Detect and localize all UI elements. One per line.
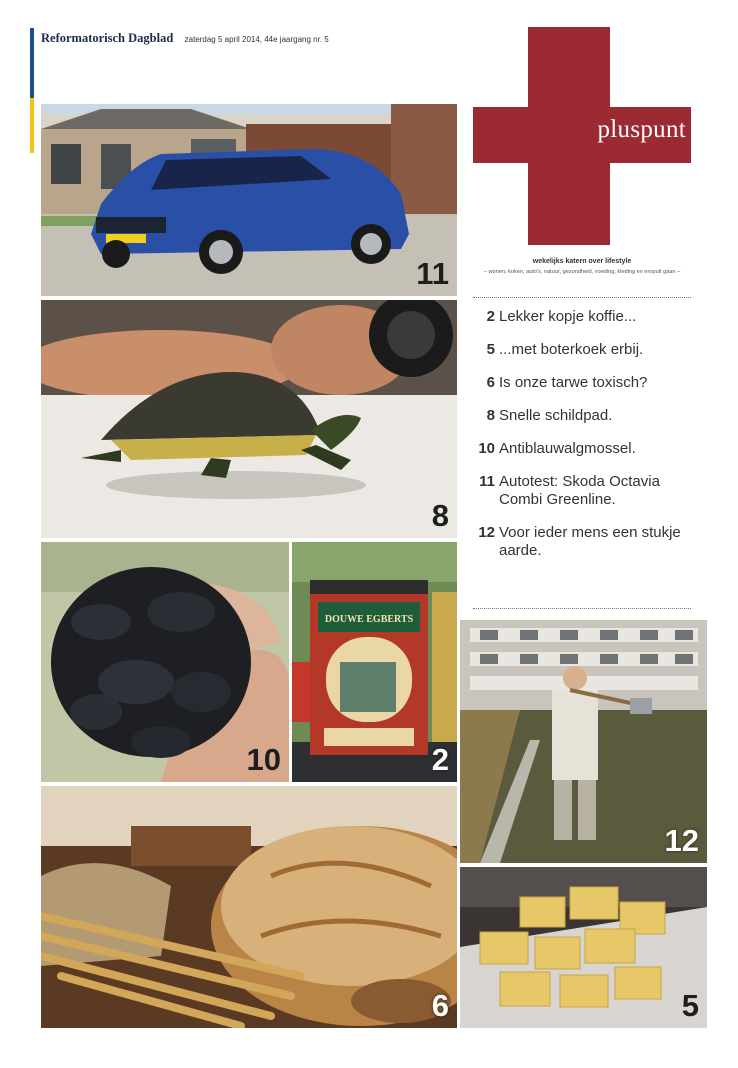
contents-item[interactable] [473, 407, 703, 425]
paper-name: Reformatorisch Dagblad [41, 31, 174, 45]
contents-page: 12 [478, 524, 495, 541]
contents-title: Lekker kopje koffie... [499, 308, 637, 325]
section-tagline: wekelijks katern over lifestyle [532, 258, 632, 265]
photo-page-number: 6 [431, 988, 449, 1023]
contents-page: 8 [486, 407, 495, 424]
contents-item[interactable] [473, 374, 703, 392]
contents-item[interactable] [473, 524, 703, 560]
contents-page: 6 [486, 374, 495, 391]
masthead [41, 31, 329, 46]
contents-page: 2 [486, 308, 495, 325]
photo-bread[interactable] [41, 786, 457, 1028]
contents-item[interactable] [473, 341, 703, 359]
contents-list [473, 308, 703, 575]
photo-coffee-tin[interactable] [292, 542, 457, 782]
contents-title: Snelle schildpad. [499, 407, 613, 424]
divider-bottom [473, 608, 691, 609]
edge-color-bar-yellow [30, 98, 34, 153]
contents-title: Is onze tarwe toxisch? [499, 374, 648, 391]
contents-item[interactable] [473, 473, 703, 509]
contents-item[interactable] [473, 440, 703, 458]
photo-page-number: 5 [681, 988, 699, 1023]
contents-title: ...met boterkoek erbij. [499, 341, 644, 358]
photo-gardener[interactable] [460, 620, 707, 863]
photo-page-number: 8 [431, 498, 449, 533]
photo-mussels[interactable] [41, 542, 289, 782]
contents-page: 10 [478, 440, 495, 457]
divider-top [473, 297, 691, 298]
issue-info: zaterdag 5 april 2014, 44e jaargang nr. 5 [184, 35, 329, 44]
contents-title: Voor ieder mens een stukje aarde. [499, 524, 681, 559]
section-title: pluspunt [597, 116, 686, 143]
photo-page-number: 11 [416, 256, 449, 291]
contents-title: Autotest: Skoda Octavia Combi Greenline. [499, 473, 660, 508]
contents-page: 5 [486, 341, 495, 358]
edge-color-bar-blue [30, 28, 34, 98]
contents-page: 11 [479, 473, 495, 490]
photo-page-number: 2 [431, 742, 449, 777]
section-subtagline: – wonen, koken, auto's, natuur, gezondheid, voeding, kleding en eropuit gaan – [483, 269, 681, 275]
contents-item[interactable] [473, 308, 703, 326]
photo-boterkoek[interactable] [460, 867, 707, 1028]
photo-page-number: 10 [246, 742, 281, 777]
photo-page-number: 12 [664, 823, 699, 858]
coffee-tin-brand: DOUWE EGBERTS [324, 614, 414, 625]
photo-car[interactable] [41, 104, 457, 296]
contents-title: Antiblauwalgmossel. [499, 440, 636, 457]
photo-turtle[interactable] [41, 300, 457, 538]
